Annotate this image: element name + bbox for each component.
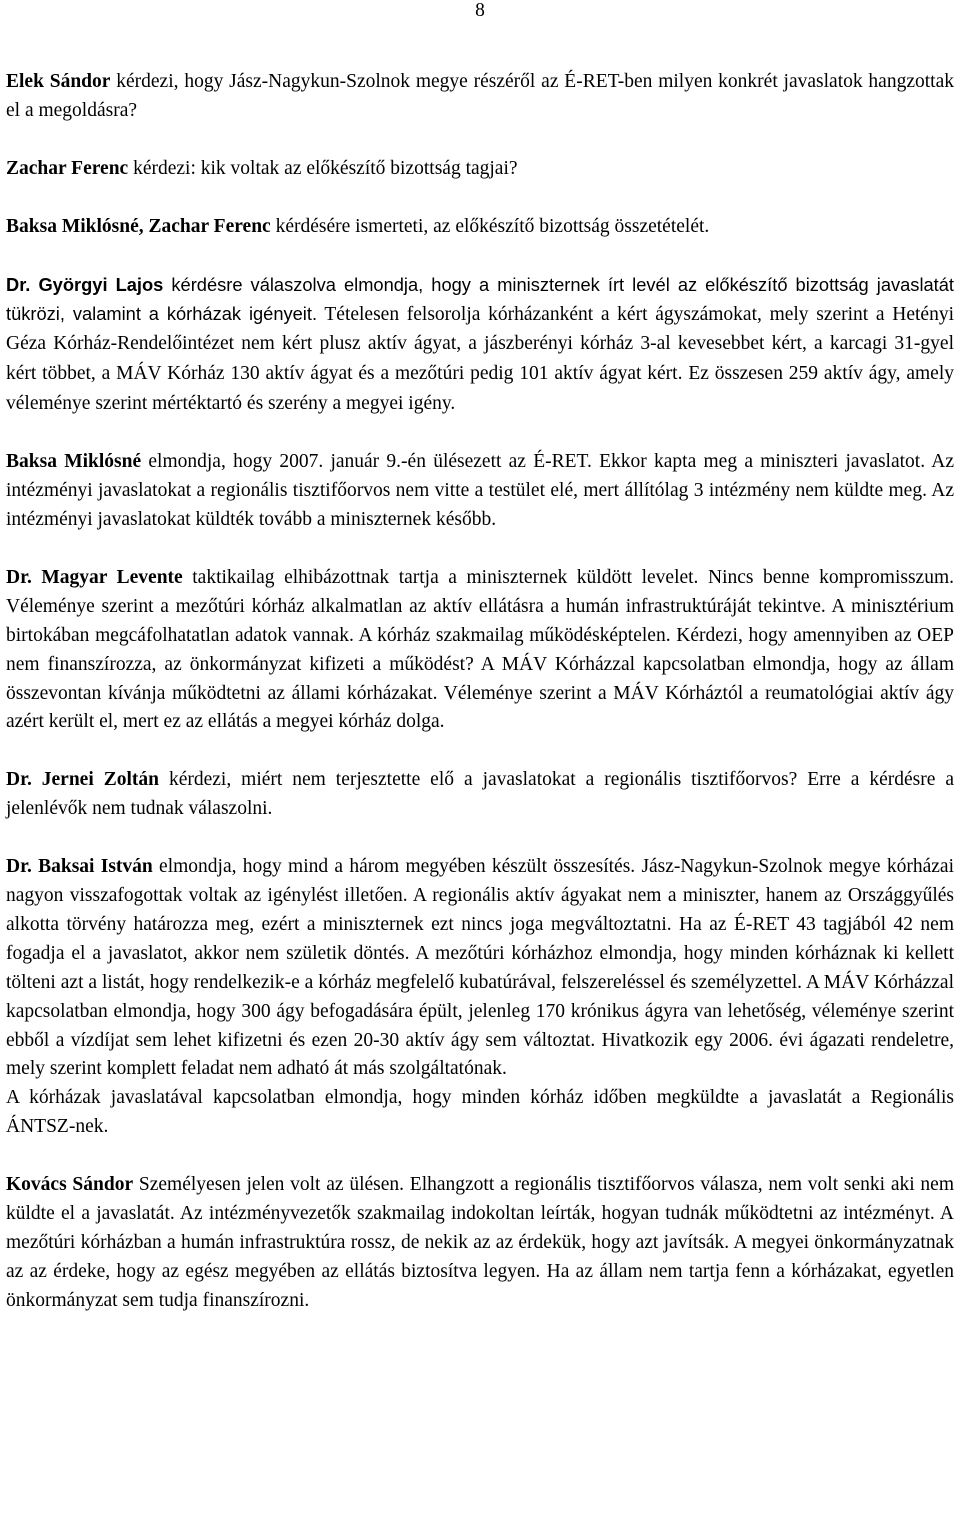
speaker-name: Elek Sándor [6, 71, 111, 92]
paragraph-baksa-miklosne-1 [6, 213, 954, 242]
paragraph-text: elmondja, hogy mind a három megyében készült összesítés. Jász-Nagykun-Szolnok megye kórházai nagyon visszafogottak voltak az igénylést illetően. A regionális aktív ágyakat nem a miniszter, hanem az Országgyűlés alkotta törvény határozza meg, ezért a miniszternek ezt nincs joga megváltoztatni. Ha az É-RET 43 tagjából 42 nem fogadja el a javaslatot, akkor nem születik döntés. A mezőtúri kórházhoz elmondja, hogy minden kórháznak ki kellett tölteni azt a listát, hogy rendelkezik-e a kórház megfelelő kubatúrával, felszereléssel és személyzettel. A MÁV Kórházzal kapcsolatban elmondja, hogy 300 ágy befogadására épült, jelenleg 170 krónikus ágyra van lehetőség, véleménye szerint ebből a vízdíjat sem lehet kifizetni és ezen 20-30 aktív ágy sem változtat. Hivatkozik egy 2006. évi ágazati rendeletre, mely szerint komplett feladat nem adható át más szolgáltatónak. [6, 856, 954, 1080]
paragraph-kovacs-sandor [6, 1171, 954, 1316]
paragraph-text: kérdezi: kik voltak az előkészítő bizottság tagjai? [128, 157, 518, 179]
document-body [6, 68, 954, 1316]
paragraph-text: kérdésre válaszolva elmondja, hogy a miniszternek írt levél az előkészítő bizottság javaslatát tükrözi, valamint a kórházak igényeit. [6, 273, 954, 324]
paragraph-elek-sandor [6, 68, 954, 126]
paragraph-magyar-levente [6, 564, 954, 737]
paragraph-text-continued: Tételesen felsorolja kórházanként a kért ágyszámokat, mely szerint a Hetényi Géza Kórház-Rendelőintézet nem kért plusz aktív ágyat, a jászberényi kórház 3-al kevesebbet kért, a karcagi 31-gyel kért többet, a MÁV Kórház 130 aktív ágyat és a mezőtúri pedig 101 aktív ágyat kért. Ez összesen 259 aktív ágy, amely véleménye szerint mértéktartó és szerény a megyei igény. [6, 303, 954, 415]
speaker-name: Baksa Miklósné, Zachar Ferenc [6, 215, 271, 237]
paragraph-text: kérdezi, hogy Jász-Nagykun-Szolnok megye részéről az É-RET-ben milyen konkrét javaslatok hangzottak el a megoldásra? [6, 71, 954, 121]
paragraph-text: elmondja, hogy 2007. január 9.-én ülésezett az É-RET. Ekkor kapta meg a miniszteri javaslatot. Az intézményi javaslatokat a regionális tisztifőorvos nem vitte a testület elé, mert állítólag 3 intézmény nem küldte meg. Az intézményi javaslatokat küldték tovább a miniszternek később. [6, 451, 954, 530]
speaker-name: Baksa Miklósné [6, 451, 142, 473]
speaker-name: Dr. Baksai István [6, 856, 153, 878]
page-number: 8 [475, 0, 485, 21]
speaker-name: Dr. Magyar Levente [6, 566, 183, 588]
speaker-name: Kovács Sándor [6, 1174, 134, 1196]
paragraph-gyorgyi-lajos [6, 271, 954, 420]
speaker-name: Dr. Jernei Zoltán [6, 769, 159, 791]
paragraph-text: kérdezi, miért nem terjesztette elő a javaslatokat a regionális tisztifőorvos? Erre a kérdésre a jelenlévők nem tudnak válaszolni. [6, 769, 954, 820]
paragraph-jernei-zoltan [6, 766, 954, 824]
paragraph-text: taktikailag elhibázottnak tartja a miniszternek küldött levelet. Nincs benne kompromisszum. Véleménye szerint a mezőtúri kórház alkalmatlan az aktív ellátásra a humán infrastruktúráját tekintve. A minisztérium birtokában megcáfolhatatlan adatok vannak. A kórház szakmailag működésképtelen. Kérdezi, hogy amennyiben az OEP nem finanszírozza, az önkormányzat kifizeti a működést? A MÁV Kórházzal kapcsolatban elmondja, hogy az állam összevontan kívánja működtetni az állami kórházakat. Véleménye szerint a MÁV Kórháztól a reumatológiai aktív ágy azért került el, mert ez az ellátás a megyei kórház dolga. [6, 566, 955, 733]
speaker-name: Dr. Györgyi Lajos [6, 273, 164, 295]
paragraph-zachar-ferenc [6, 155, 954, 184]
paragraph-korhazak-javaslata [6, 1084, 954, 1142]
paragraph-text: A kórházak javaslatával kapcsolatban elmondja, hogy minden kórház időben megküldte a javaslatát a Regionális ÁNTSZ-nek. [6, 1087, 954, 1138]
paragraph-text: kérdésére ismerteti, az előkészítő bizottság összetételét. [270, 215, 710, 237]
paragraph-baksa-miklosne-2 [6, 448, 954, 535]
paragraph-baksai-istvan [6, 853, 954, 1084]
speaker-name: Zachar Ferenc [6, 157, 129, 179]
paragraph-text: Személyesen jelen volt az ülésen. Elhangzott a regionális tisztifőorvos válasza, nem volt senki aki nem küldte el a javaslatát. Az intézményvezetők szakmailag indokoltan leírták, hogyan tudnák működtetni az intézményt. A mezőtúri kórházban a humán infrastruktúra rossz, de nekik az az érdekük, hogy azt javítsák. A megyei önkormányzatnak az az érdeke, hogy az egész megyében az ellátás biztosítva legyen. Ha az állam nem tartja fenn a kórházakat, egyetlen önkormányzat sem tudja finanszírozni. [6, 1174, 954, 1311]
